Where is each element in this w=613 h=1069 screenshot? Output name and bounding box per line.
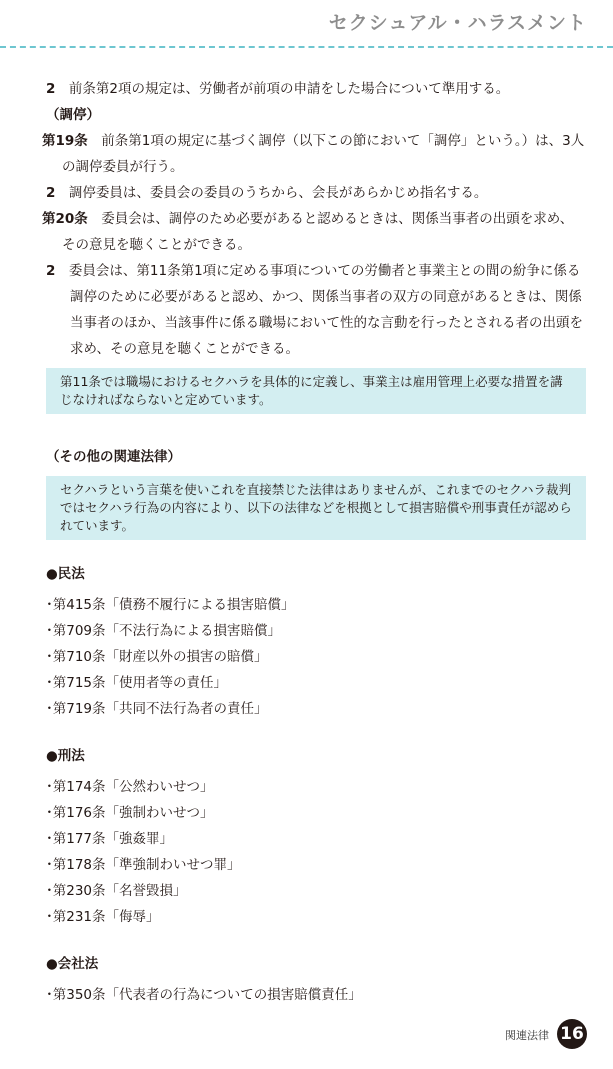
list-item: ･第177条「強姦罪」: [46, 831, 174, 847]
article-label: 第20条: [42, 211, 88, 227]
page-title: セクシュアル・ハラスメント: [328, 12, 587, 34]
law-heading-civil: ●民法: [46, 566, 85, 582]
list-item: ･第719条「共同不法行為者の責任」: [46, 701, 268, 717]
page-header: [0, 0, 613, 46]
list-item: ･第710条「財産以外の損害の賠償」: [46, 649, 268, 665]
page-number-badge: 16: [557, 1019, 587, 1049]
law-heading-criminal: ●刑法: [46, 748, 85, 764]
list-item: ･第176条「強制わいせつ」: [46, 805, 214, 821]
law-list: [46, 562, 586, 1008]
list-item: ･第178条「準強制わいせつ罪」: [46, 857, 241, 873]
list-item: ･第709条「不法行為による損害賠償」: [46, 623, 282, 639]
content: [42, 76, 586, 1008]
paragraph-text: 委員会は、第11条第1項に定める事項についての労働者と事業主との間の紛争に係る調停のために必要があると認め、かつ、関係当事者の双方の同意があるときは、関係当事者のほか、当該事件に係る職場において性的な言動を行ったとされる者の出頭を求め、その意見を聴くことができる。: [68, 263, 583, 357]
section-heading-related-laws: （その他の関連法律）: [46, 449, 181, 465]
paragraph-number: 2: [46, 263, 56, 279]
article-text: 前条第1項の規定に基づく調停（以下この節において「調停」という。）は、3人の調停委員が行う。: [62, 133, 585, 175]
list-item: ･第350条「代表者の行為についての損害賠償責任」: [46, 987, 362, 1003]
note-box-related-laws: セクハラという言葉を使いこれを直接禁じた法律はありませんが、これまでのセクハラ裁判ではセクハラ行為の内容により、以下の法律などを根拠として損害賠償や刑事責任が認められています。: [46, 476, 586, 540]
law-heading-companies: ●会社法: [46, 956, 99, 972]
list-item: ･第230条「名誉毀損」: [46, 883, 187, 899]
article-text: 委員会は、調停のため必要があると認めるときは、関係当事者の出頭を求め、その意見を聴くことができる。: [62, 211, 574, 253]
note-box-article-11: 第11条では職場におけるセクハラを具体的に定義し、事業主は雇用管理上必要な措置を講じなければならないと定めています。: [46, 368, 586, 414]
footer-section-label: 関連法律: [505, 1029, 549, 1042]
list-item: ･第415条「債務不履行による損害賠償」: [46, 597, 295, 613]
section-heading-chotei: （調停）: [46, 107, 100, 123]
paragraph-2: [46, 76, 586, 102]
article-19: [42, 128, 586, 180]
article-20: [42, 206, 586, 258]
paragraph-number: 2: [46, 185, 56, 201]
article-label: 第19条: [42, 133, 88, 149]
list-item: ･第174条「公然わいせつ」: [46, 779, 214, 795]
paragraph-text: 前条第2項の規定は、労働者が前項の申請をした場合について準用する。: [68, 81, 510, 97]
paragraph-number: 2: [46, 81, 56, 97]
header-divider: [0, 46, 613, 48]
article-19-paragraph-2: [46, 180, 586, 206]
paragraph-text: 調停委員は、委員会の委員のうちから、会長があらかじめ指名する。: [68, 185, 488, 201]
list-item: ･第715条「使用者等の責任」: [46, 675, 228, 691]
article-20-paragraph-2: [46, 258, 586, 362]
list-item: ･第231条「侮辱」: [46, 909, 160, 925]
